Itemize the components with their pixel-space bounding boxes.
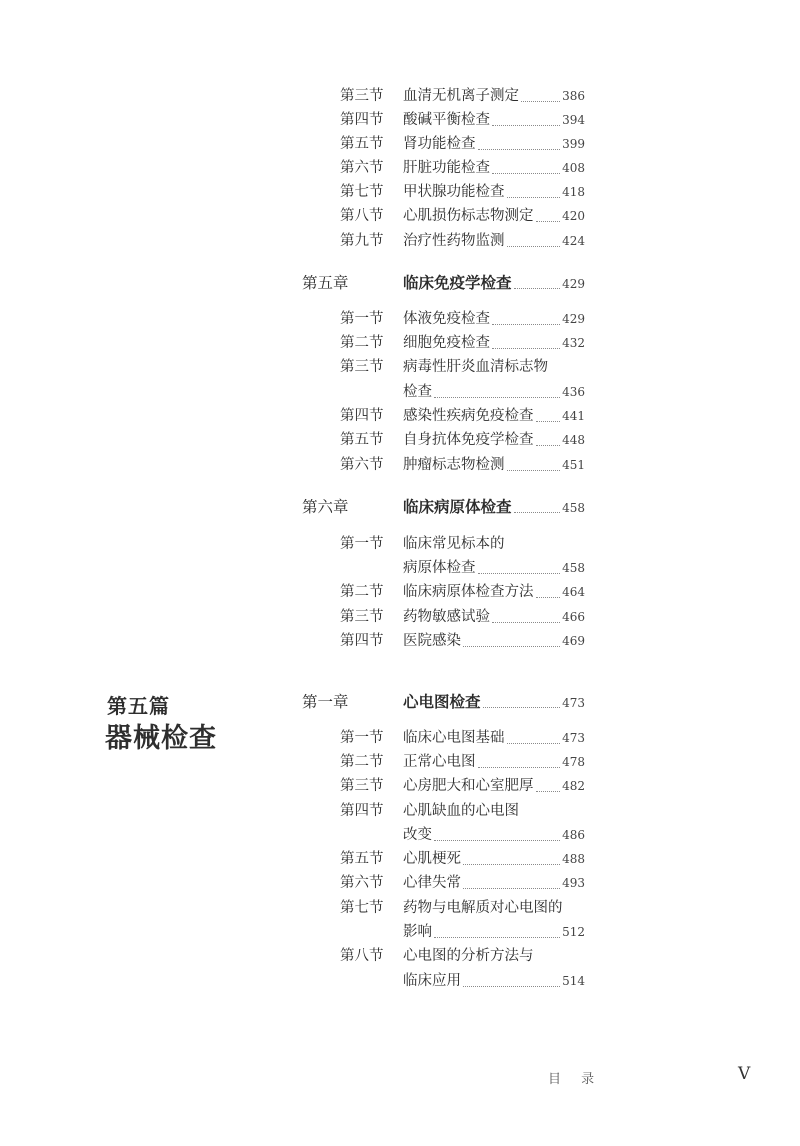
dot-leader bbox=[478, 767, 561, 768]
toc-section-row[interactable] bbox=[0, 847, 800, 871]
page-number: 466 bbox=[562, 610, 585, 624]
section-title: 自身抗体免疫学检查 bbox=[403, 432, 534, 448]
section-number: 第九节 bbox=[340, 233, 384, 249]
toc-section-row[interactable] bbox=[0, 180, 800, 204]
section-title: 心电图的分析方法与 bbox=[403, 948, 534, 964]
toc-section-row[interactable] bbox=[0, 629, 800, 653]
section-number: 第五节 bbox=[340, 136, 384, 152]
toc-section-row[interactable] bbox=[0, 871, 800, 895]
dot-leader bbox=[536, 421, 561, 422]
section-number: 第八节 bbox=[340, 948, 384, 964]
dot-leader bbox=[507, 743, 561, 744]
section-number: 第五节 bbox=[340, 851, 384, 867]
chapter-number: 第一章 bbox=[302, 693, 349, 711]
page-number: 469 bbox=[562, 634, 585, 648]
section-title: 检查 bbox=[403, 384, 432, 400]
chapter-title: 临床免疫学检查 bbox=[403, 273, 512, 292]
dot-leader bbox=[434, 937, 560, 938]
page-number: 429 bbox=[562, 312, 585, 326]
section-title: 药物敏感试验 bbox=[403, 609, 490, 625]
toc-section-row[interactable] bbox=[0, 156, 800, 180]
section-number: 第四节 bbox=[340, 633, 384, 649]
dot-leader bbox=[434, 397, 560, 398]
chapter-title: 临床病原体检查 bbox=[403, 497, 512, 516]
dot-leader bbox=[492, 622, 560, 623]
dot-leader bbox=[514, 288, 561, 289]
toc-section-row[interactable] bbox=[0, 920, 800, 944]
dot-leader bbox=[478, 573, 561, 574]
section-title: 血清无机离子测定 bbox=[403, 88, 519, 104]
section-title: 病毒性肝炎血清标志物 bbox=[403, 359, 548, 375]
section-number: 第六节 bbox=[340, 457, 384, 473]
toc-section-row[interactable] bbox=[0, 726, 800, 750]
dot-leader bbox=[536, 221, 561, 222]
section-number: 第二节 bbox=[340, 754, 384, 770]
section-number: 第八节 bbox=[340, 208, 384, 224]
page-number: 482 bbox=[562, 779, 585, 793]
toc-section-row[interactable] bbox=[0, 108, 800, 132]
page-number: 488 bbox=[562, 852, 585, 866]
part-label: 第五篇 bbox=[107, 694, 170, 718]
section-number: 第四节 bbox=[340, 112, 384, 128]
toc-section-row[interactable] bbox=[0, 404, 800, 428]
section-title: 心肌缺血的心电图 bbox=[403, 803, 519, 819]
section-title: 改变 bbox=[403, 827, 432, 843]
page-number: 458 bbox=[562, 561, 585, 575]
page-number: 448 bbox=[562, 433, 585, 447]
page-number: 486 bbox=[562, 828, 585, 842]
section-number: 第一节 bbox=[340, 536, 384, 552]
page-number: 464 bbox=[562, 585, 585, 599]
toc-section-row[interactable] bbox=[0, 428, 800, 452]
page-number: 429 bbox=[562, 277, 585, 291]
dot-leader bbox=[521, 101, 560, 102]
toc-section-row[interactable] bbox=[0, 944, 800, 968]
section-title: 酸碱平衡检查 bbox=[403, 112, 490, 128]
section-number: 第三节 bbox=[340, 88, 384, 104]
toc-chapter-row[interactable] bbox=[0, 690, 800, 714]
toc-section-row[interactable] bbox=[0, 896, 800, 920]
page-number: 394 bbox=[562, 113, 585, 127]
toc-section-row[interactable] bbox=[0, 532, 800, 556]
dot-leader bbox=[492, 348, 560, 349]
section-title: 肝脏功能检查 bbox=[403, 160, 490, 176]
section-number: 第三节 bbox=[340, 778, 384, 794]
dot-leader bbox=[507, 246, 561, 247]
footer-label: 目 录 bbox=[548, 1072, 603, 1087]
toc-section-row[interactable] bbox=[0, 132, 800, 156]
dot-leader bbox=[536, 445, 561, 446]
dot-leader bbox=[463, 646, 560, 647]
section-number: 第五节 bbox=[340, 432, 384, 448]
toc-chapter-row[interactable] bbox=[0, 271, 800, 295]
toc-section-row[interactable] bbox=[0, 799, 800, 823]
toc-section-row[interactable] bbox=[0, 556, 800, 580]
toc-section-row[interactable] bbox=[0, 204, 800, 228]
chapter-number: 第五章 bbox=[302, 274, 349, 292]
section-title: 临床病原体检查方法 bbox=[403, 584, 534, 600]
chapter-title: 心电图检查 bbox=[403, 692, 481, 711]
page-number: 512 bbox=[562, 925, 585, 939]
toc-section-row[interactable] bbox=[0, 823, 800, 847]
page-number: 478 bbox=[562, 755, 585, 769]
toc-section-row[interactable] bbox=[0, 331, 800, 355]
dot-leader bbox=[463, 986, 560, 987]
section-title: 甲状腺功能检查 bbox=[403, 184, 505, 200]
section-title: 临床心电图基础 bbox=[403, 730, 505, 746]
section-title: 心律失常 bbox=[403, 875, 461, 891]
section-title: 临床应用 bbox=[403, 973, 461, 989]
section-title: 心肌损伤标志物测定 bbox=[403, 208, 534, 224]
section-title: 肾功能检查 bbox=[403, 136, 476, 152]
dot-leader bbox=[507, 197, 561, 198]
section-number: 第二节 bbox=[340, 335, 384, 351]
dot-leader bbox=[536, 791, 561, 792]
section-number: 第一节 bbox=[340, 730, 384, 746]
section-title: 肿瘤标志物检测 bbox=[403, 457, 505, 473]
page-number: 473 bbox=[562, 696, 585, 710]
dot-leader bbox=[483, 707, 561, 708]
toc-section-row[interactable] bbox=[0, 969, 800, 993]
dot-leader bbox=[463, 888, 560, 889]
page-number: 473 bbox=[562, 731, 585, 745]
toc-section-row[interactable] bbox=[0, 84, 800, 108]
toc-section-row[interactable] bbox=[0, 355, 800, 379]
page-number: 408 bbox=[562, 161, 585, 175]
dot-leader bbox=[492, 125, 560, 126]
toc-section-row[interactable] bbox=[0, 307, 800, 331]
section-number: 第七节 bbox=[340, 900, 384, 916]
toc-section-row[interactable] bbox=[0, 580, 800, 604]
page-number: 386 bbox=[562, 89, 585, 103]
page-number: 432 bbox=[562, 336, 585, 350]
dot-leader bbox=[536, 597, 561, 598]
dot-leader bbox=[507, 470, 561, 471]
toc-section-row[interactable] bbox=[0, 380, 800, 404]
section-title: 影响 bbox=[403, 924, 432, 940]
toc-section-row[interactable] bbox=[0, 774, 800, 798]
dot-leader bbox=[434, 840, 560, 841]
section-number: 第六节 bbox=[340, 160, 384, 176]
section-number: 第一节 bbox=[340, 311, 384, 327]
section-number: 第三节 bbox=[340, 609, 384, 625]
page-number: 436 bbox=[562, 385, 585, 399]
section-title: 细胞免疫检查 bbox=[403, 335, 490, 351]
section-number: 第七节 bbox=[340, 184, 384, 200]
section-title: 正常心电图 bbox=[403, 754, 476, 770]
section-number: 第二节 bbox=[340, 584, 384, 600]
section-title: 临床常见标本的 bbox=[403, 536, 505, 552]
page-number: 399 bbox=[562, 137, 585, 151]
page-number: 424 bbox=[562, 234, 585, 248]
page-number: 493 bbox=[562, 876, 585, 890]
toc-section-row[interactable] bbox=[0, 750, 800, 774]
page-number: 418 bbox=[562, 185, 585, 199]
section-title: 病原体检查 bbox=[403, 560, 476, 576]
dot-leader bbox=[514, 512, 561, 513]
dot-leader bbox=[492, 324, 560, 325]
section-title: 体液免疫检查 bbox=[403, 311, 490, 327]
section-title: 心房肥大和心室肥厚 bbox=[403, 778, 534, 794]
chapter-number: 第六章 bbox=[302, 498, 349, 516]
section-title: 医院感染 bbox=[403, 633, 461, 649]
dot-leader bbox=[478, 149, 561, 150]
section-number: 第四节 bbox=[340, 408, 384, 424]
section-title: 感染性疾病免疫检查 bbox=[403, 408, 534, 424]
section-number: 第三节 bbox=[340, 359, 384, 375]
section-title: 治疗性药物监测 bbox=[403, 233, 505, 249]
section-title: 心肌梗死 bbox=[403, 851, 461, 867]
part-title: 器械检查 bbox=[105, 723, 217, 754]
dot-leader bbox=[463, 864, 560, 865]
dot-leader bbox=[492, 173, 560, 174]
footer-page-number: V bbox=[738, 1064, 751, 1084]
toc-section-row[interactable] bbox=[0, 229, 800, 253]
page-number: 451 bbox=[562, 458, 585, 472]
toc-section-row[interactable] bbox=[0, 453, 800, 477]
page-number: 514 bbox=[562, 974, 585, 988]
section-number: 第四节 bbox=[340, 803, 384, 819]
page-number: 441 bbox=[562, 409, 585, 423]
toc-chapter-row[interactable] bbox=[0, 495, 800, 519]
page-number: 458 bbox=[562, 501, 585, 515]
section-title: 药物与电解质对心电图的 bbox=[403, 900, 563, 916]
page-number: 420 bbox=[562, 209, 585, 223]
toc-section-row[interactable] bbox=[0, 605, 800, 629]
section-number: 第六节 bbox=[340, 875, 384, 891]
